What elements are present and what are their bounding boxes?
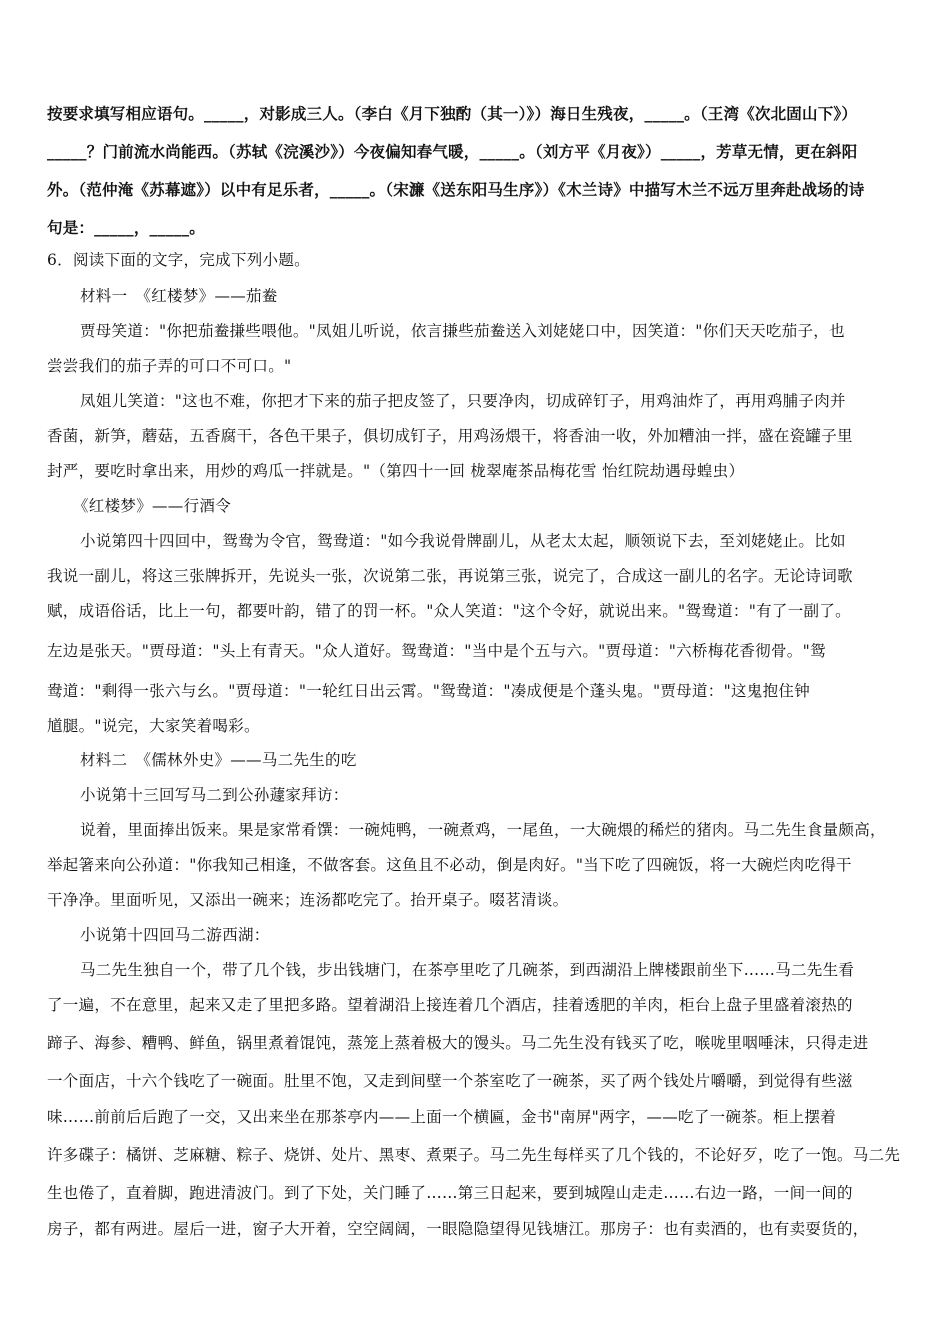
text-line: 小说第十三回写马二到公孙蘧家拜访：	[80, 786, 349, 804]
text-line: 封严，要吃时拿出来，用炒的鸡瓜一拌就是。"（第四十一回 栊翠庵茶品梅花雪 怡红院劫遇母蝗虫）	[47, 462, 745, 480]
text-line: 蹄子、海参、糟鸭、鲜鱼，锅里煮着馄饨，蒸笼上蒸着极大的馒头。马二先生没有钱买了吃，喉咙里咽唾沫，只得走进	[47, 1034, 869, 1052]
fill-in-question	[47, 95, 905, 247]
text-line: 小说第十四回马二游西湖：	[80, 926, 270, 944]
text-line: 一个面店，十六个钱吃了一碗面。肚里不饱，又走到间壁一个茶室吃了一碗茶，买了两个钱处片嚼嚼，到觉得有些滋	[47, 1072, 853, 1090]
material-2-title: 材料二 《儒林外史》——马二先生的吃	[80, 751, 357, 769]
text-line: 干净净。里面听见，又添出一碗来；连汤都吃完了。抬开桌子。啜茗清谈。	[47, 891, 569, 909]
text-line: 左边是张天。"贾母道："头上有青天。"众人道好。鸳鸯道："当中是个五与六。"贾母道："六桥梅花香彻骨。"鸳	[47, 642, 826, 660]
fill-in-line: 句是：_____，_____。	[47, 219, 206, 237]
fill-in-line: 外。（范仲淹《苏幕遮》）以中有足乐者，_____。（宋濂《送东阳马生序》）《木兰诗》中描写木兰不远万里奔赴战场的诗	[47, 181, 865, 199]
text-line: 我说一副儿，将这三张牌拆开，先说头一张，次说第二张，再说第三张，说完了，合成这一副儿的名字。无论诗词歌	[47, 567, 853, 585]
fill-in-line: 按要求填写相应语句。_____，对影成三人。（李白《月下独酌（其一）》）海日生残夜，_____。（王湾《次北固山下》）	[47, 105, 858, 123]
text-line: 味……前前后后跑了一交，又出来坐在那茶亭内——上面一个横匾，金书"南屏"两字，——吃了一碗茶。柜上摆着	[47, 1108, 837, 1126]
text-line: 香菌，新笋，蘑菇，五香腐干，各色干果子，俱切成钉子，用鸡汤煨干，将香油一收，外加糟油一拌，盛在瓷罐子里	[47, 427, 853, 445]
text-line: 了一遍，不在意里，起来又走了里把多路。望着湖沿上接连着几个酒店，挂着透肥的羊肉，柜台上盘子里盛着滚热的	[47, 996, 853, 1014]
text-line: 说着，里面捧出饭来。果是家常肴馔：一碗炖鸭，一碗煮鸡，一尾鱼，一大碗煨的稀烂的猪肉。马二先生食量颇高，	[80, 821, 886, 839]
fill-in-line: _____？门前流水尚能西。（苏轼《浣溪沙》）今夜偏知春气暖，_____。（刘方平《月夜》）_____，芳草无情，更在斜阳	[47, 143, 858, 161]
text-line: 尝尝我们的茄子弄的可口不可口。"	[47, 357, 292, 375]
text-line: 房子，都有两进。屋后一进，窗子大开着，空空阔阔，一眼隐隐望得见钱塘江。那房子：也有卖酒的，也有卖耍货的，	[47, 1220, 869, 1238]
text-line: 凤姐儿笑道："这也不难，你把才下来的茄子把皮签了，只要净肉，切成碎钉子，用鸡油炸了，再用鸡脯子肉并	[80, 392, 846, 410]
text-line: 赋，成语俗话，比上一句，都要叶韵，错了的罚一杯。"众人笑道："这个令好，就说出来。"鸳鸯道："有了一副了。	[47, 602, 851, 620]
text-line: 许多碟子：橘饼、芝麻糖、粽子、烧饼、处片、黑枣、煮栗子。马二先生每样买了几个钱的，不论好歹，吃了一饱。马二先	[47, 1146, 901, 1164]
text-line: 馗腿。"说完，大家笑着喝彩。	[47, 717, 260, 735]
text-line: 小说第四十四回中，鸳鸯为令官，鸳鸯道："如今我说骨牌副儿，从老太太起，顺领说下去，至刘姥姥止。比如	[80, 532, 846, 550]
material-1-subtitle: 《红楼梦》——行酒令	[73, 497, 232, 515]
question-6-prompt: 6．阅读下面的文字，完成下列小题。	[47, 251, 310, 269]
text-line: 马二先生独自一个，带了几个钱，步出钱塘门，在茶亭里吃了几碗茶，到西湖沿上牌楼跟前坐下……马二先生看	[80, 961, 855, 979]
material-1-title: 材料一 《红楼梦》——茄鲞	[80, 287, 278, 305]
text-line: 贾母笑道："你把茄鲞搛些喂他。"凤姐儿听说，依言搛些茄鲞送入刘姥姥口中，因笑道："你们天天吃茄子，也	[80, 322, 845, 340]
text-line: 鸯道："剩得一张六与幺。"贾母道："一轮红日出云霄。"鸳鸯道："凑成便是个蓬头鬼。"贾母道："这鬼抱住钟	[47, 682, 811, 700]
text-line: 举起箸来向公孙道："你我知己相逢，不做客套。这鱼且不必动，倒是肉好。"当下吃了四碗饭，将一大碗烂肉吃得干	[47, 856, 852, 874]
text-line: 生也倦了，直着脚，跑进清波门。到了下处，关门睡了……第三日起来，要到城隍山走走……右边一路，一间一间的	[47, 1184, 853, 1202]
